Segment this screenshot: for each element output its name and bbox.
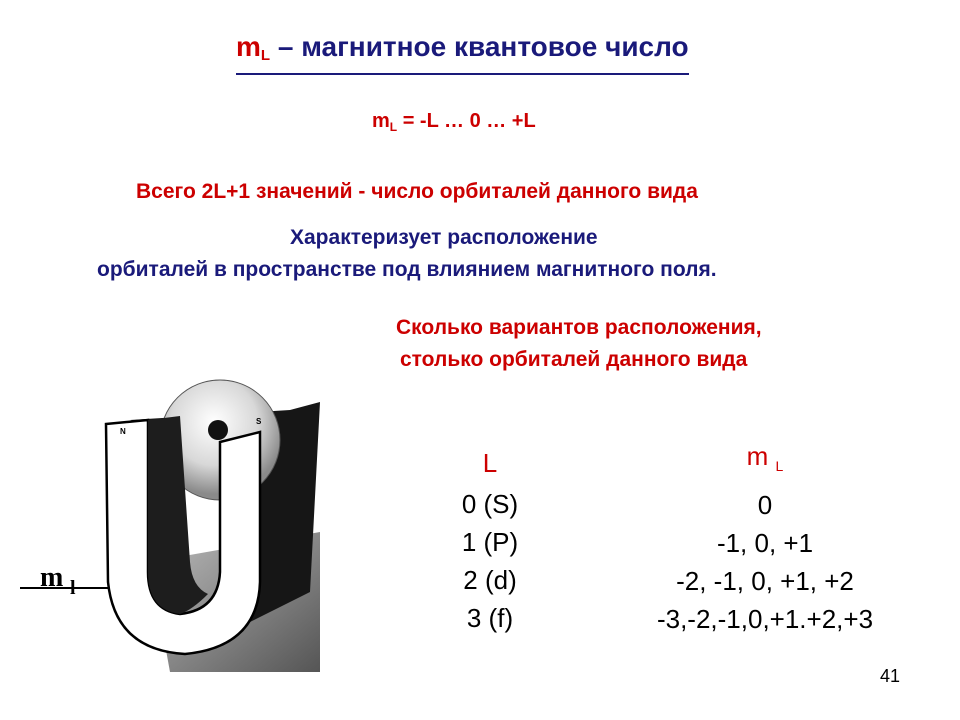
ml-column-header [600,438,930,484]
title-symbol-subscript: L [260,47,271,64]
slide-title [236,30,689,75]
ml-row-0: 0 [757,490,773,520]
l-row-2: 2 (d) [463,565,517,595]
ml-row-2: -2, -1, 0, +1, +2 [676,566,854,596]
ml-row-1: -1, 0, +1 [716,528,814,558]
ml-column [600,438,930,638]
ml-figure-label: m [40,562,64,593]
pole-s-label: S [256,417,262,426]
l-column [440,448,540,637]
ml-formula [372,110,536,134]
formula-subscript: L [389,120,398,134]
l-column-header: L [482,448,498,478]
pole-n-label: N [120,427,126,436]
l-row-0: 0 (S) [461,489,519,519]
formula-expression: = -L … 0 … +L [397,110,536,132]
sphere-pole-dot [208,420,228,440]
characterizes-line-1: Характеризует расположение [290,226,598,249]
total-values-text: Всего 2L+1 значений - число орбиталей данного вида [136,180,698,203]
title-text: – магнитное квантовое число [270,31,689,62]
variants-line-1: Сколько вариантов расположения, [396,316,762,339]
characterizes-line-2: орбиталей в пространстве под влиянием магнитного поля. [97,258,717,281]
variants-line-2: столько орбиталей данного вида [400,348,748,371]
ml-row-3: -3,-2,-1,0,+1.+2,+3 [656,604,874,634]
l-row-1: 1 (P) [461,527,519,557]
formula-symbol: m [372,110,390,132]
ml-header-subscript: L [775,458,784,474]
page-number: 41 [880,666,901,686]
title-symbol: m [236,31,261,62]
magnet-illustration [20,372,340,677]
l-row-3: 3 (f) [466,603,514,633]
ml-figure-sublabel: l [70,577,76,599]
ml-header-symbol: m [746,441,769,471]
